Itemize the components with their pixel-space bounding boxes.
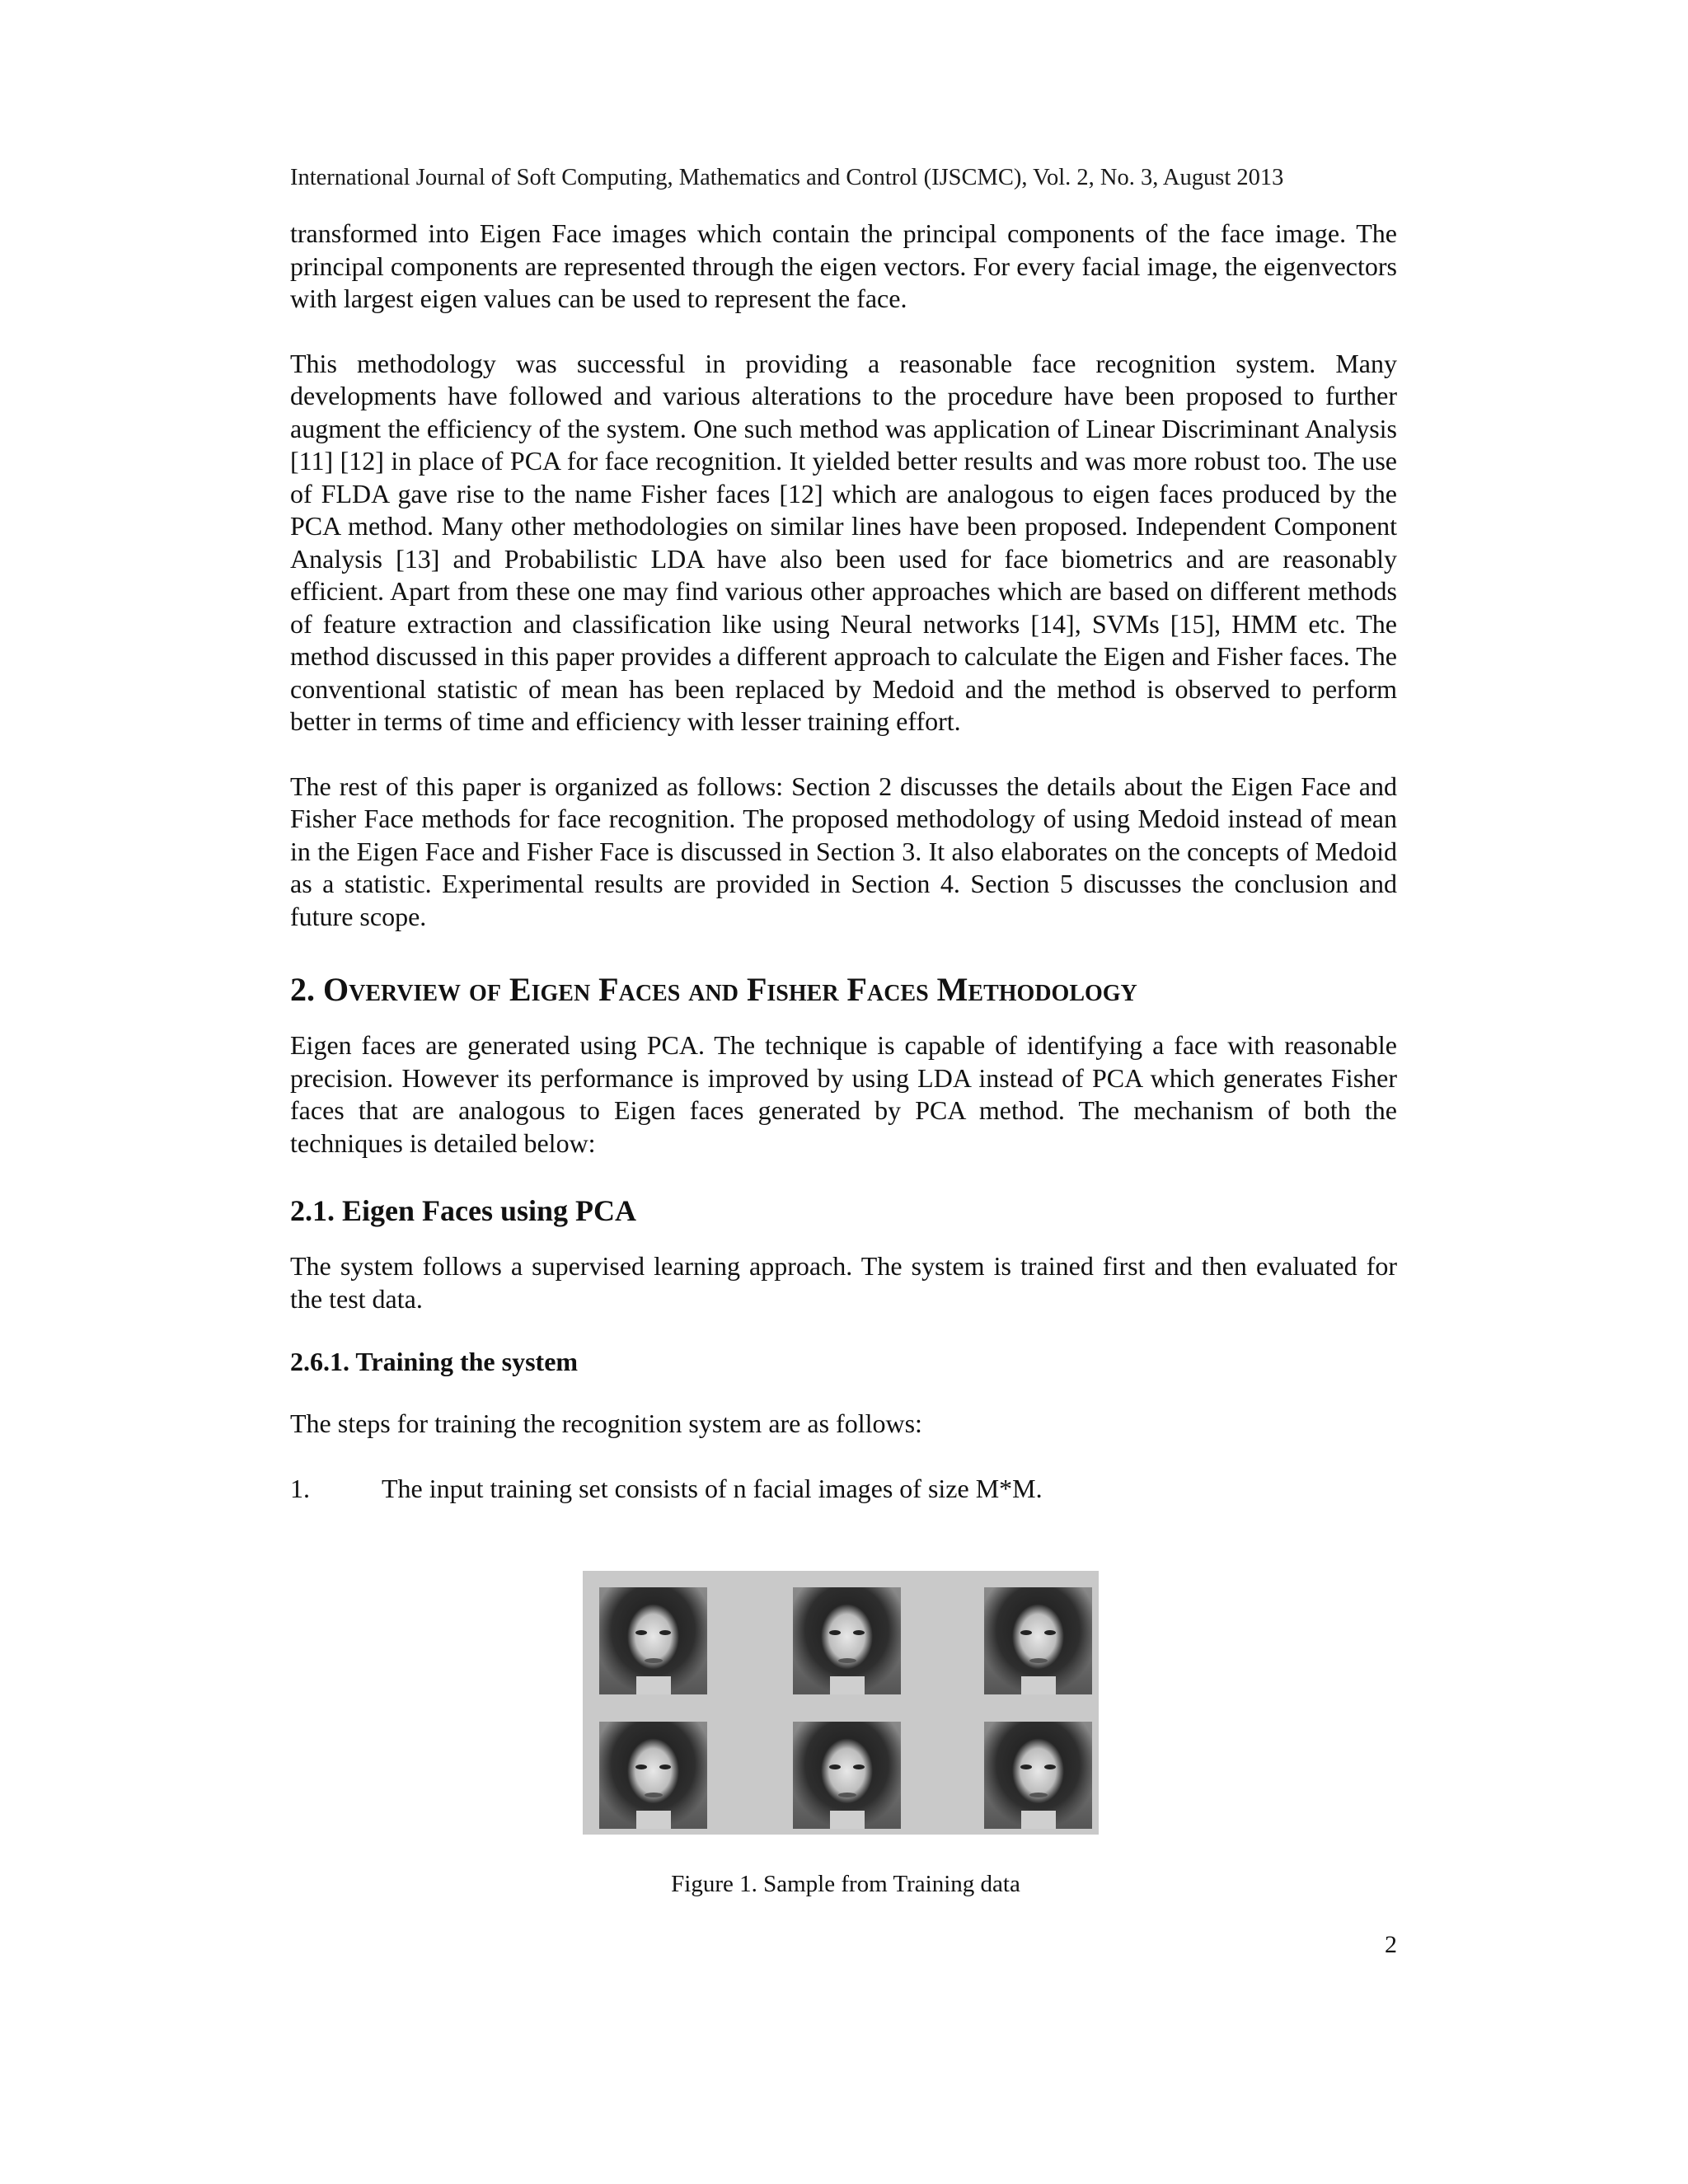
page-content [290, 162, 1397, 1505]
face-image [599, 1587, 707, 1694]
face-image [793, 1722, 901, 1829]
paragraph-6: The steps for training the recognition system are as follows: [290, 1408, 922, 1438]
list-item-number: 1. [290, 1473, 310, 1503]
face-image [984, 1722, 1092, 1829]
figure-caption: Figure 1. Sample from Training data [671, 1871, 1020, 1897]
section-2-1-heading: 2.1. Eigen Faces using PCA [290, 1194, 637, 1227]
paragraph-4: Eigen faces are generated using PCA. The technique is capable of identifying a face with reasonable precision. However its performance is improved by using LDA instead of PCA which generates Fisher faces that are analogous to Eigen faces generated by PCA method. The mechanism of both the techniques is detailed below: [290, 1030, 1397, 1158]
list-item-text: The input training set consists of n facial images of size M*M. [382, 1473, 1043, 1503]
section-2-heading: 2. Overview of Eigen Faces and Fisher Faces Methodology [290, 971, 1137, 1008]
paragraph-2: This methodology was successful in providing a reasonable face recognition system. Many developments have followed and various alterations to the procedure have been proposed to further augment the efficiency of the system. One such method was application of Linear Discriminant Analysis [11] [12] in place of PCA for face recognition. It yielded better results and was more robust too. The use of FLDA gave rise to the name Fisher faces [12] which are analogous to eigen faces produced by the PCA method. Many other methodologies on similar lines have been proposed. Independent Component Analysis [13] and Probabilistic LDA have also been used for face biometrics and are reasonably efficient. Apart from these one may find various other approaches which are based on different methods of feature extraction and classification like using Neural networks [14], SVMs [15], HMM etc. The method discussed in this paper provides a different approach to calculate the Eigen and Fisher faces. The conventional statistic of mean has been replaced by Medoid and the method is observed to perform better in terms of time and efficiency with lesser training effort. [290, 348, 1397, 736]
paragraph-5: The system follows a supervised learning approach. The system is trained first and then evaluated for the test data. [290, 1251, 1397, 1314]
training-samples-figure [583, 1571, 1099, 1835]
list-item [290, 1472, 1397, 1505]
section-2-6-1-heading: 2.6.1. Training the system [290, 1347, 579, 1376]
paragraph-1: transformed into Eigen Face images which contain the principal components of the face image. The principal components are represented through the eigen vectors. For every facial image, the eigenvectors with largest eigen values can be used to represent the face. [290, 218, 1397, 313]
face-image [793, 1587, 901, 1694]
running-header: International Journal of Soft Computing, Mathematics and Control (IJSCMC), Vol. 2, No. 3, August 2013 [290, 165, 1284, 190]
face-image [984, 1587, 1092, 1694]
face-image [599, 1722, 707, 1829]
page-number: 2 [1385, 1931, 1397, 1958]
paragraph-3: The rest of this paper is organized as follows: Section 2 discusses the details about the Eigen Face and Fisher Face methods for face recognition. The proposed methodology of using Medoid instead of mean in the Eigen Face and Fisher Face is discussed in Section 3. It also elaborates on the concepts of Medoid as a statistic. Experimental results are provided in Section 4. Section 5 discusses the conclusion and future scope. [290, 771, 1397, 931]
